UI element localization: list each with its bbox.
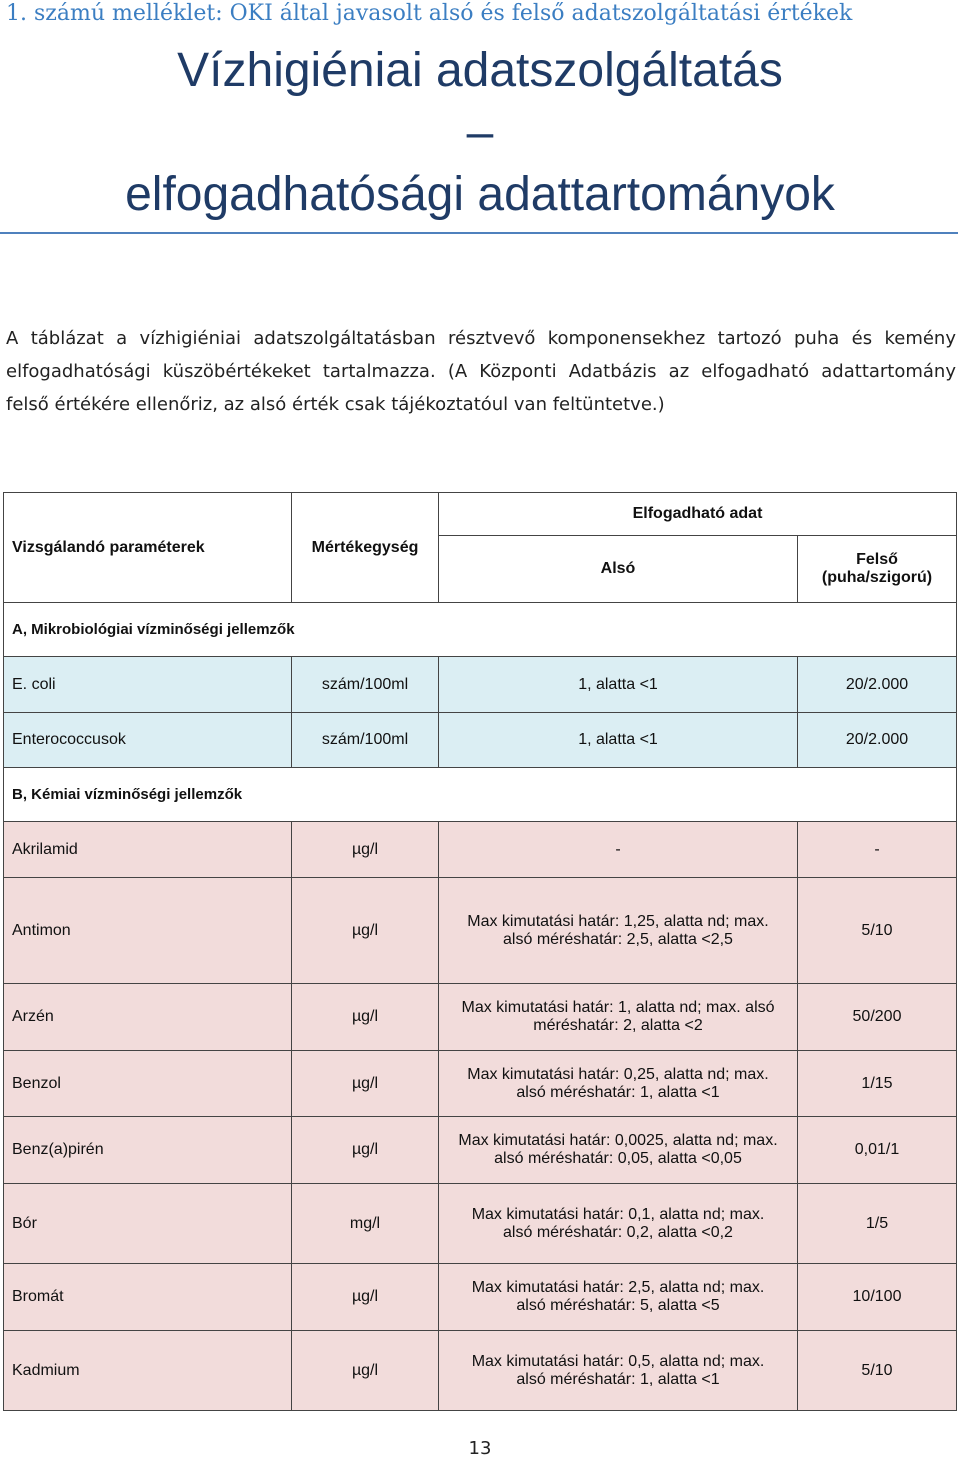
unit-cell: µg/l xyxy=(292,878,439,984)
param-cell: Kadmium xyxy=(4,1331,292,1411)
upper-cell: 10/100 xyxy=(798,1264,957,1331)
lower-cell xyxy=(439,878,798,984)
table-row xyxy=(4,713,957,768)
param-cell: Enterococcusok xyxy=(4,713,292,768)
lower-line: alsó méréshatár: 5, alatta <5 xyxy=(516,1297,720,1314)
header-row xyxy=(4,493,957,536)
upper-cell: 0,01/1 xyxy=(798,1117,957,1184)
intro-paragraph xyxy=(6,322,956,421)
page-title xyxy=(0,40,960,226)
upper-cell: 1/15 xyxy=(798,1051,957,1117)
lower-cell: - xyxy=(439,822,798,878)
unit-cell: mg/l xyxy=(292,1184,439,1264)
lower-cell xyxy=(439,1331,798,1411)
table-row xyxy=(4,1264,957,1331)
lower-line: alsó méréshatár: 1, alatta <1 xyxy=(516,1083,720,1101)
param-cell: Benz(a)pirén xyxy=(4,1117,292,1184)
unit-cell: µg/l xyxy=(292,1331,439,1411)
lower-line: alsó méréshatár: 0,05, alatta <0,05 xyxy=(494,1150,742,1167)
section-a-title: A, Mikrobiológiai vízminőségi jellemzők xyxy=(4,603,957,657)
table-row xyxy=(4,1051,957,1117)
lower-cell xyxy=(439,1117,798,1184)
lower-cell xyxy=(439,1264,798,1331)
col-header-upper-line2: (puha/szigorú) xyxy=(821,569,933,586)
table-row xyxy=(4,984,957,1051)
title-dash: – xyxy=(466,106,494,159)
lower-line: Max kimutatási határ: 0,25, alatta nd; max. xyxy=(467,1065,769,1083)
table-row xyxy=(4,657,957,713)
lower-line: Max kimutatási határ: 0,0025, alatta nd; max. xyxy=(458,1132,778,1149)
lower-cell: 1, alatta <1 xyxy=(439,657,798,713)
annex-heading: 1. számú melléklet: OKI által javasolt alsó és felső adatszolgáltatási értékek xyxy=(6,1,853,26)
col-header-unit: Mértékegység xyxy=(292,493,439,603)
lower-cell: 1, alatta <1 xyxy=(439,713,798,768)
lower-line: alsó méréshatár: 2,5, alatta <2,5 xyxy=(503,930,733,948)
lower-line: alsó méréshatár: 0,2, alatta <0,2 xyxy=(503,1223,733,1241)
unit-cell: µg/l xyxy=(292,1051,439,1117)
lower-cell xyxy=(439,1051,798,1117)
lower-cell xyxy=(439,984,798,1051)
upper-cell: 20/2.000 xyxy=(798,657,957,713)
threshold-table xyxy=(3,492,957,1411)
intro-line: A táblázat a vízhigiéniai adatszolgáltatásban résztvevő komponensekhez tartozó puha és kemény xyxy=(6,328,956,349)
unit-cell: µg/l xyxy=(292,822,439,878)
lower-line: Max kimutatási határ: 1,25, alatta nd; max. xyxy=(467,912,769,930)
upper-cell: 5/10 xyxy=(798,1331,957,1411)
col-header-accepted: Elfogadható adat xyxy=(439,493,957,536)
table-row xyxy=(4,1331,957,1411)
upper-cell: 20/2.000 xyxy=(798,713,957,768)
param-cell: Akrilamid xyxy=(4,822,292,878)
upper-cell: 5/10 xyxy=(798,878,957,984)
upper-cell: - xyxy=(798,822,957,878)
lower-line: Max kimutatási határ: 1, alatta nd; max. alsó xyxy=(461,999,775,1016)
unit-cell: szám/100ml xyxy=(292,657,439,713)
unit-cell: µg/l xyxy=(292,1264,439,1331)
unit-cell: µg/l xyxy=(292,984,439,1051)
unit-cell: µg/l xyxy=(292,1117,439,1184)
unit-cell: szám/100ml xyxy=(292,713,439,768)
lower-line: méréshatár: 2, alatta <2 xyxy=(533,1017,703,1034)
lower-line: Max kimutatási határ: 0,5, alatta nd; max. xyxy=(471,1352,765,1370)
param-cell: E. coli xyxy=(4,657,292,713)
col-header-upper-line1: Felső xyxy=(856,551,898,568)
param-cell: Bromát xyxy=(4,1264,292,1331)
table-row xyxy=(4,878,957,984)
lower-line: Max kimutatási határ: 0,1, alatta nd; max. xyxy=(471,1205,765,1223)
lower-line: alsó méréshatár: 1, alatta <1 xyxy=(516,1370,720,1388)
intro-line: felső értékére ellenőriz, az alsó érték csak tájékoztatóul van feltüntetve.) xyxy=(6,394,665,415)
title-divider xyxy=(0,232,958,234)
table-row xyxy=(4,822,957,878)
param-cell: Bór xyxy=(4,1184,292,1264)
table-row xyxy=(4,1184,957,1264)
lower-cell xyxy=(439,1184,798,1264)
param-cell: Arzén xyxy=(4,984,292,1051)
upper-cell: 50/200 xyxy=(798,984,957,1051)
col-header-param: Vizsgálandó paraméterek xyxy=(4,493,292,603)
col-header-upper xyxy=(798,536,957,603)
title-line-2: elfogadhatósági adattartományok xyxy=(125,168,835,221)
param-cell: Benzol xyxy=(4,1051,292,1117)
section-row xyxy=(4,768,957,822)
table-row xyxy=(4,1117,957,1184)
col-header-lower: Alsó xyxy=(439,536,798,603)
section-b-title: B, Kémiai vízminőségi jellemzők xyxy=(4,768,957,822)
page-number: 13 xyxy=(468,1438,492,1459)
upper-cell: 1/5 xyxy=(798,1184,957,1264)
title-line-1: Vízhigiéniai adatszolgáltatás xyxy=(177,44,783,97)
section-row xyxy=(4,603,957,657)
lower-line: Max kimutatási határ: 2,5, alatta nd; max. xyxy=(471,1279,765,1296)
param-cell: Antimon xyxy=(4,878,292,984)
intro-line: elfogadhatósági küszöbértékeket tartalmazza. (A Központi Adatbázis az elfogadható adattartomány xyxy=(6,361,956,382)
